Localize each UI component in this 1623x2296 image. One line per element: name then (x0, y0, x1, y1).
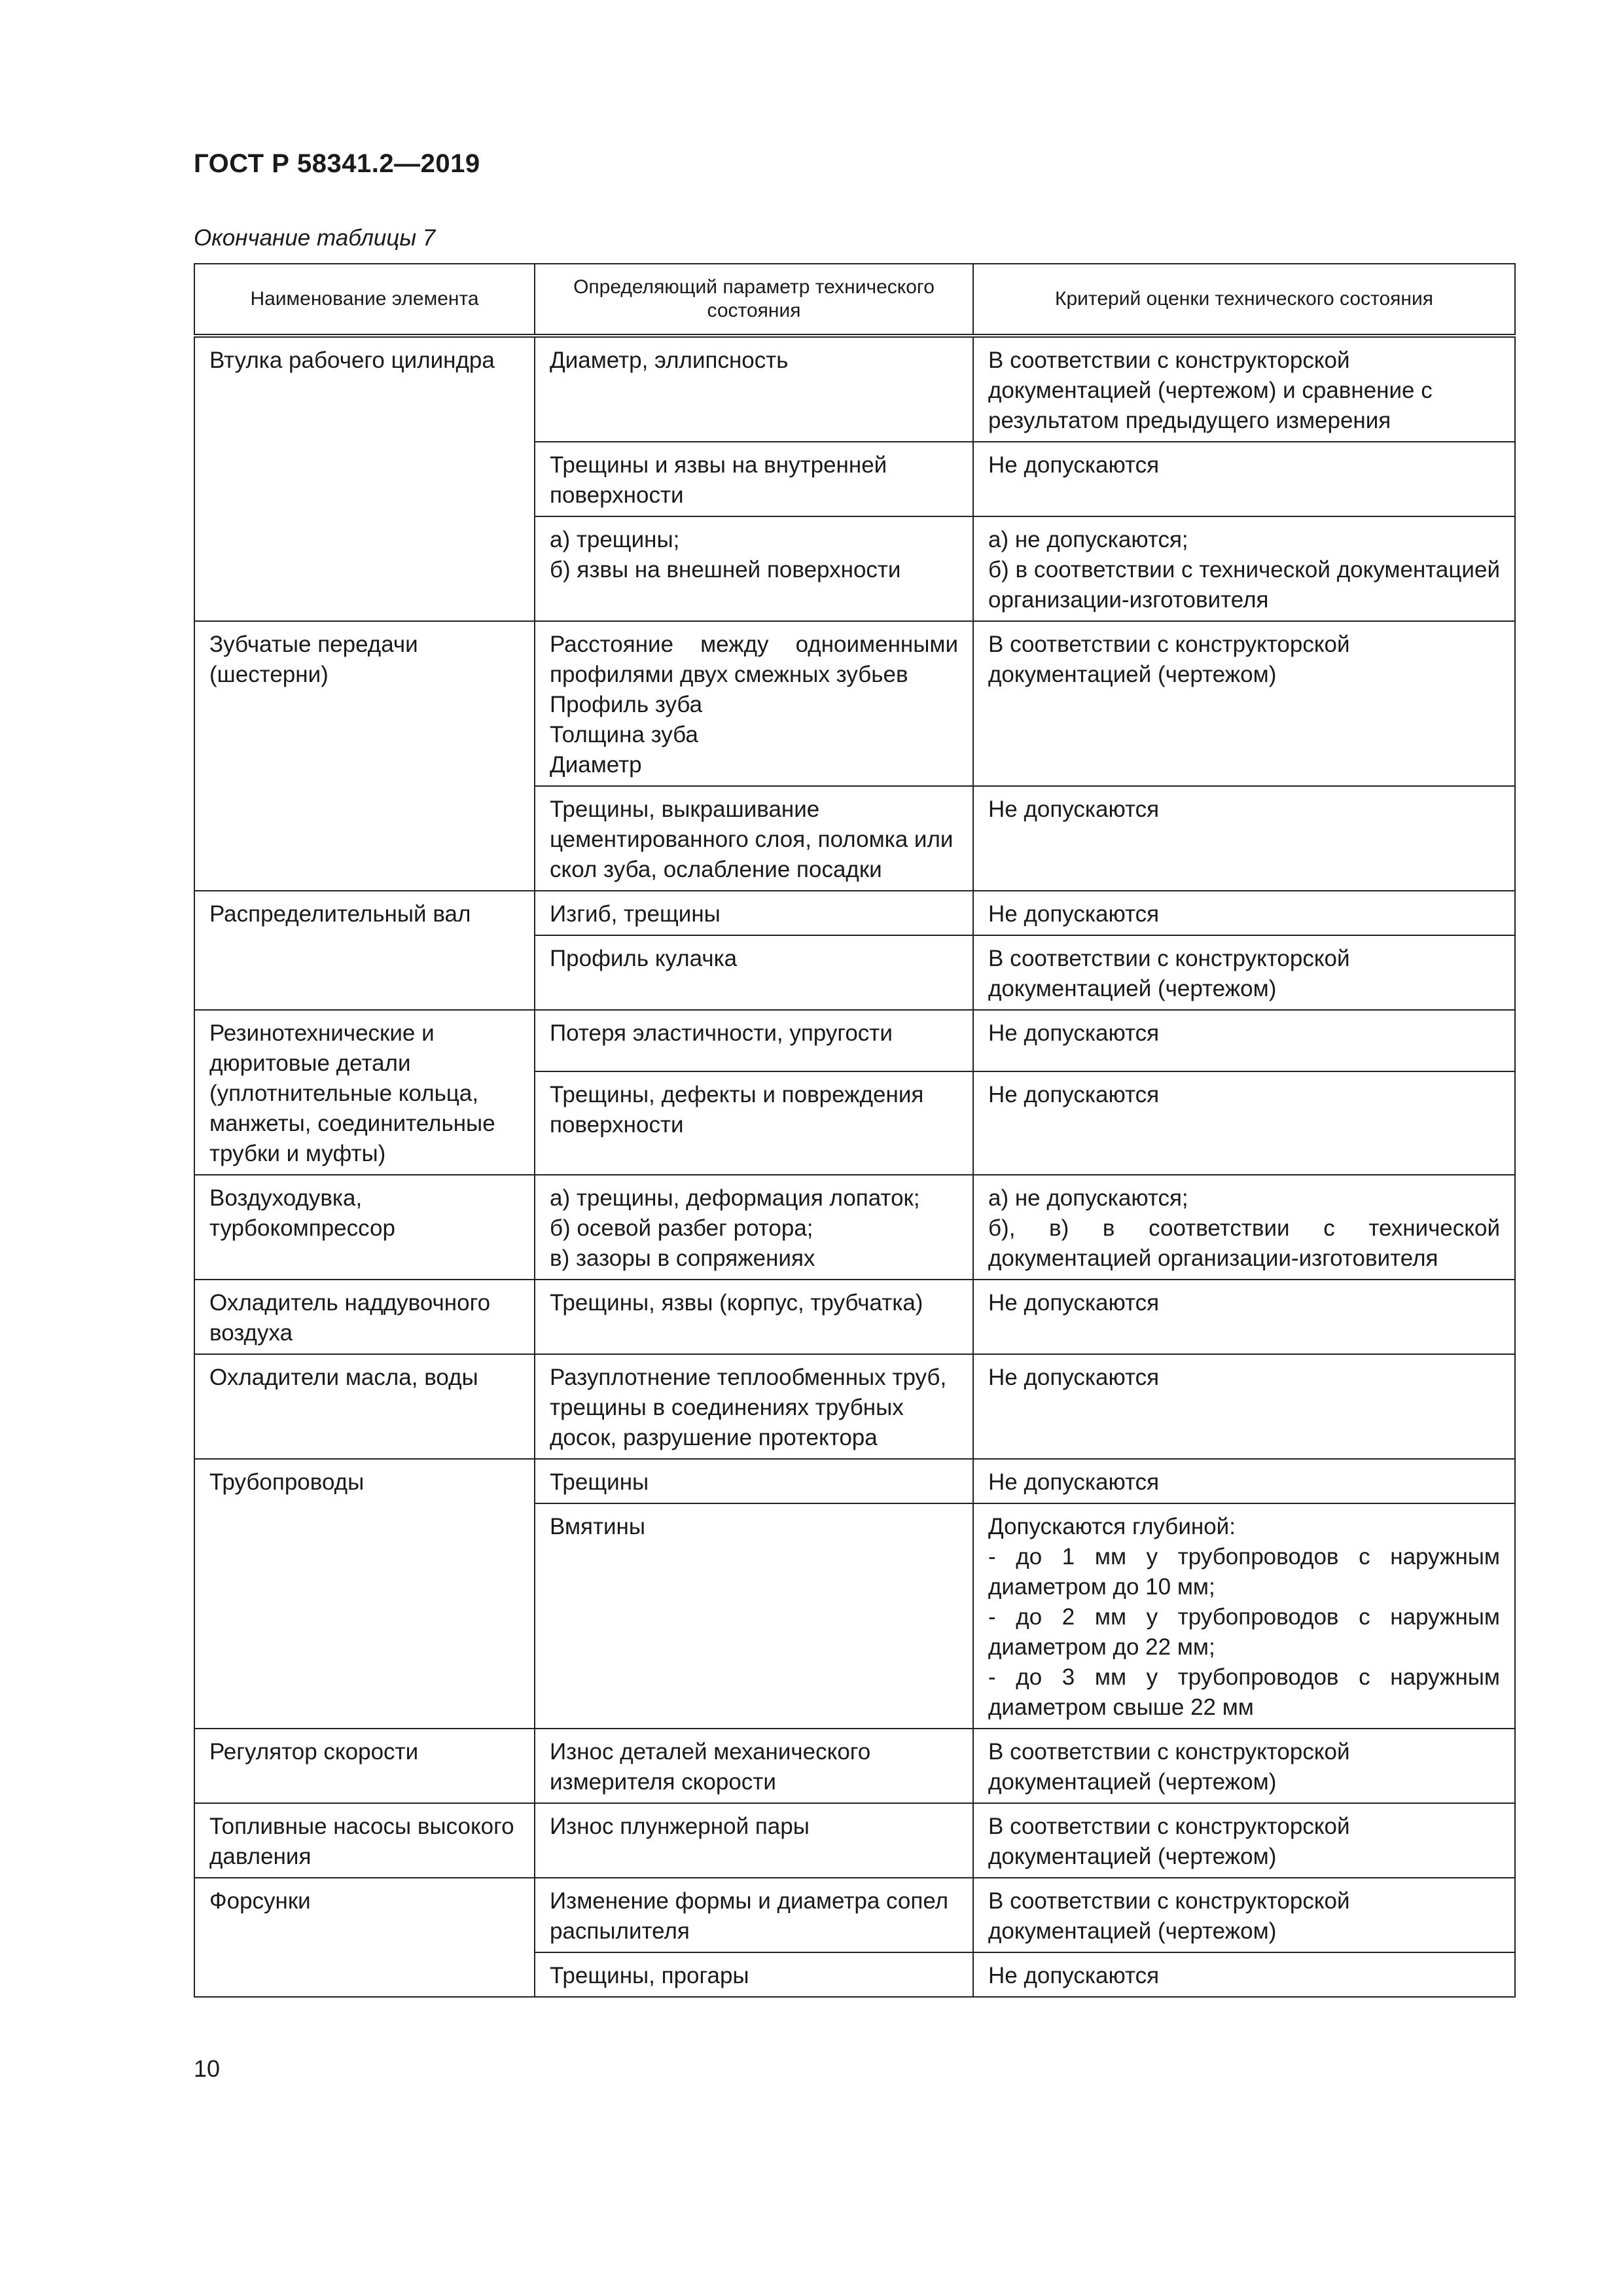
table-caption: Окончание таблицы 7 (194, 225, 436, 251)
parameter-cell: Изгиб, трещины (535, 891, 973, 935)
element-name-cell: Охладители масла, воды (194, 1354, 535, 1459)
table-row (194, 1803, 1515, 1878)
element-name-cell: Охладитель наддувочного воздуха (194, 1280, 535, 1354)
criterion-line: - до 1 мм у трубопроводов с наружным диаметром до 10 мм; (988, 1544, 1500, 1600)
criterion-line: - до 3 мм у трубопроводов с наружным диаметром свыше 22 мм (988, 1664, 1500, 1720)
criterion-cell (973, 516, 1515, 621)
table-row (194, 621, 1515, 786)
table-row (194, 1459, 1515, 1503)
column-header-criterion: Критерий оценки технического состояния (973, 264, 1515, 336)
criterion-cell: Не допускаются (973, 1354, 1515, 1459)
element-name-cell: Топливные насосы высокого давления (194, 1803, 535, 1878)
criterion-cell: Не допускаются (973, 1071, 1515, 1175)
table-body (194, 336, 1515, 1997)
table-row (194, 891, 1515, 935)
criterion-line: б) в соответствии с технической документацией организации-изготовителя (988, 557, 1500, 613)
criterion-cell: Не допускаются (973, 442, 1515, 516)
element-name-cell: Резинотехнические и дюритовые детали (уплотнительные кольца, манжеты, соединительные трубки и муфты) (194, 1010, 535, 1175)
parameter-line: в) зазоры в сопряжениях (550, 1246, 815, 1271)
criterion-cell: Не допускаются (973, 1952, 1515, 1997)
parameter-cell: Разуплотнение теплообменных труб, трещины в соединениях трубных досок, разрушение протектора (535, 1354, 973, 1459)
parameter-cell: Трещины, дефекты и повреждения поверхности (535, 1071, 973, 1175)
parameter-cell (535, 516, 973, 621)
criterion-cell: В соответствии с конструкторской документацией (чертежом) (973, 1729, 1515, 1803)
criterion-cell: Не допускаются (973, 891, 1515, 935)
criterion-cell (973, 1175, 1515, 1280)
parameter-cell: Трещины, выкрашивание цементированного слоя, поломка или скол зуба, ослабление посадки (535, 786, 973, 891)
element-name-cell: Регулятор скорости (194, 1729, 535, 1803)
parameter-line: Профиль зуба (550, 692, 703, 717)
table-header-row (194, 264, 1515, 336)
column-header-parameter: Определяющий параметр технического состояния (535, 264, 973, 336)
parameter-line: а) трещины, деформация лопаток; (550, 1185, 920, 1211)
document-title: ГОСТ Р 58341.2—2019 (194, 149, 480, 178)
table-row (194, 1280, 1515, 1354)
parameter-cell: Вмятины (535, 1503, 973, 1729)
parameter-line: а) трещины; (550, 527, 680, 552)
criterion-line: - до 2 мм у трубопроводов с наружным диаметром до 22 мм; (988, 1604, 1500, 1660)
criterion-line: а) не допускаются; (988, 1185, 1188, 1211)
criterion-cell: В соответствии с конструкторской документацией (чертежом) (973, 1878, 1515, 1952)
parameter-cell: Изменение формы и диаметра сопел распылителя (535, 1878, 973, 1952)
table-row (194, 336, 1515, 442)
criterion-cell: Не допускаются (973, 1459, 1515, 1503)
table-row (194, 1010, 1515, 1071)
parameter-cell: Диаметр, эллипсность (535, 336, 973, 442)
parameter-line: Диаметр (550, 752, 642, 778)
criterion-cell (973, 1503, 1515, 1729)
table-row (194, 1729, 1515, 1803)
criterion-cell: Не допускаются (973, 1010, 1515, 1071)
parameter-cell: Трещины, прогары (535, 1952, 973, 1997)
table-row (194, 1354, 1515, 1459)
parameter-line: б) осевой разбег ротора; (550, 1215, 813, 1241)
column-header-element: Наименование элемента (194, 264, 535, 336)
parameter-line: Толщина зуба (550, 722, 698, 747)
parameter-cell: Потеря эластичности, упругости (535, 1010, 973, 1071)
element-name-cell: Распределительный вал (194, 891, 535, 1010)
parameter-cell: Износ деталей механического измерителя скорости (535, 1729, 973, 1803)
criterion-cell: В соответствии с конструкторской документацией (чертежом) (973, 935, 1515, 1010)
condition-table (194, 263, 1516, 1998)
element-name-cell: Зубчатые передачи (шестерни) (194, 621, 535, 891)
element-name-cell: Трубопроводы (194, 1459, 535, 1729)
parameter-cell (535, 1175, 973, 1280)
table-row (194, 1878, 1515, 1952)
criterion-cell: В соответствии с конструкторской документацией (чертежом) (973, 1803, 1515, 1878)
parameter-cell: Трещины (535, 1459, 973, 1503)
parameter-cell: Износ плунжерной пары (535, 1803, 973, 1878)
parameter-line: б) язвы на внешней поверхности (550, 557, 901, 583)
element-name-cell: Воздуходувка, турбокомпрессор (194, 1175, 535, 1280)
table-row (194, 1175, 1515, 1280)
criterion-cell: В соответствии с конструкторской документацией (чертежом) (973, 621, 1515, 786)
criterion-line: б), в) в соответствии с технической документацией организации-изготовителя (988, 1215, 1500, 1271)
element-name-cell: Форсунки (194, 1878, 535, 1997)
parameter-cell: Трещины и язвы на внутренней поверхности (535, 442, 973, 516)
parameter-cell: Профиль кулачка (535, 935, 973, 1010)
criterion-cell: Не допускаются (973, 1280, 1515, 1354)
criterion-cell: В соответствии с конструкторской документацией (чертежом) и сравнение с результатом предыдущего измерения (973, 336, 1515, 442)
criterion-cell: Не допускаются (973, 786, 1515, 891)
parameter-cell (535, 621, 973, 786)
parameter-cell: Трещины, язвы (корпус, трубчатка) (535, 1280, 973, 1354)
criterion-line: а) не допускаются; (988, 527, 1188, 552)
criterion-line: Допускаются глубиной: (988, 1514, 1236, 1539)
page-number: 10 (194, 2055, 221, 2082)
element-name-cell: Втулка рабочего цилиндра (194, 336, 535, 621)
parameter-line: Расстояние между одноименными профилями двух смежных зубьев (550, 632, 958, 687)
